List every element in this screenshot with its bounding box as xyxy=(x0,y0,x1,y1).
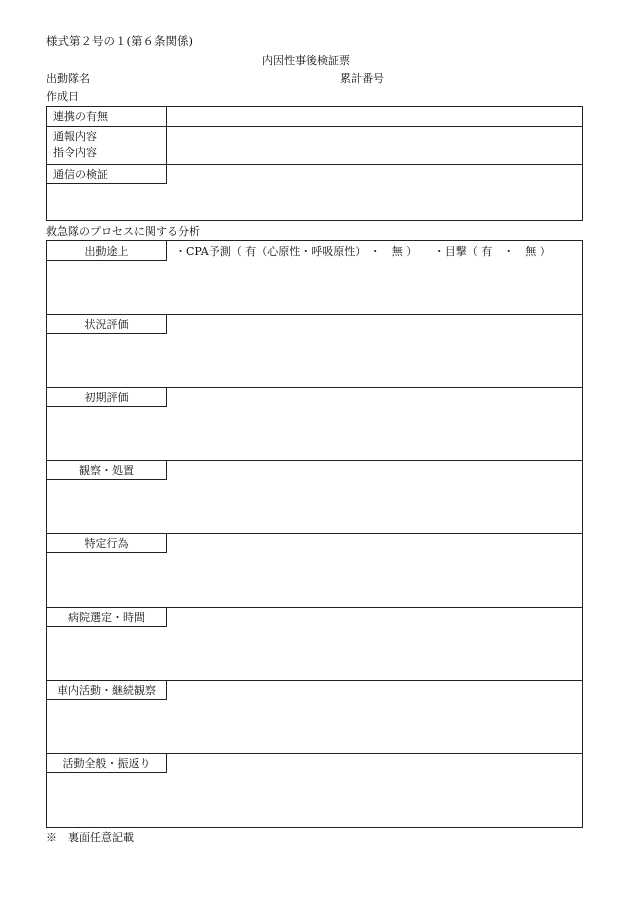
analysis-row xyxy=(47,533,582,608)
row-label: 状況評価 xyxy=(47,314,167,334)
row-label: 初期評価 xyxy=(47,387,167,407)
footer-note: ※ 裏面任意記載 xyxy=(46,831,134,844)
cooperation-label: 連携の有無 xyxy=(53,110,108,123)
analysis-row xyxy=(47,607,582,681)
row-label: 特定行為 xyxy=(47,533,167,553)
analysis-row xyxy=(47,314,582,388)
form-title: 内因性事後検証票 xyxy=(262,54,350,67)
en-route-note: ・CPA予測（ 有（心原性・呼吸原性） ・ 無 ） ・目撃（ 有 ・ 無 ） xyxy=(175,245,551,258)
serial-number-label: 累計番号 xyxy=(340,72,384,85)
analysis-row xyxy=(47,753,582,827)
comm-verification-label: 通信の検証 xyxy=(53,168,108,181)
created-date-label: 作成日 xyxy=(46,90,79,103)
analysis-row xyxy=(47,387,582,461)
row-label: 病院選定・時間 xyxy=(47,607,167,627)
report-content-label: 通報内容 xyxy=(53,130,97,143)
analysis-row xyxy=(47,460,582,534)
row-label: 活動全般・振返り xyxy=(47,753,167,773)
row-label: 観察・処置 xyxy=(47,460,167,480)
top-table xyxy=(46,106,583,221)
unit-name-label: 出動隊名 xyxy=(46,72,90,85)
analysis-section-title: 救急隊のプロセスに関する分析 xyxy=(46,225,200,238)
analysis-row xyxy=(47,241,582,315)
form-number: 様式第２号の１(第６条関係) xyxy=(46,34,193,48)
analysis-table xyxy=(46,240,583,828)
analysis-row xyxy=(47,680,582,754)
row-label: 出動途上 xyxy=(47,241,167,261)
row-label: 車内活動・継続観察 xyxy=(47,680,167,700)
order-content-label: 指令内容 xyxy=(53,146,97,159)
